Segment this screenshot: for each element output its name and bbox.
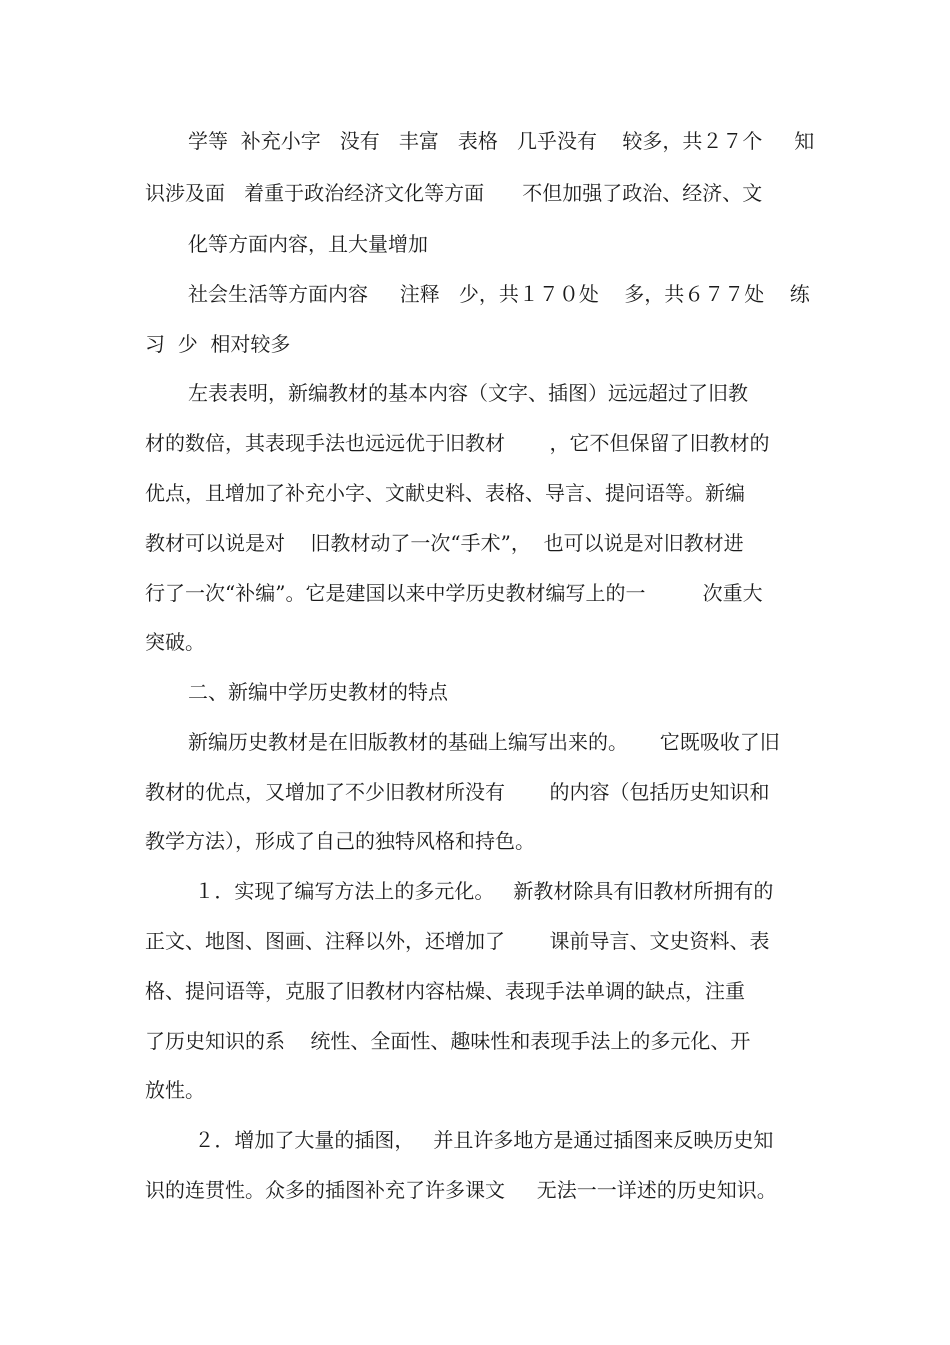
text-line: 化等方面内容，且大量增加: [188, 232, 428, 256]
text-line: 了历史知识的系 统性、全面性、趣味性和表现手法上的多元化、开: [145, 1029, 751, 1053]
text-line: 社会生活等方面内容 注释 少，共１７０处 多，共６７７处 练: [188, 282, 810, 306]
text-line: 教学方法），形成了自己的独特风格和持色。: [145, 829, 535, 853]
text-line: 放性。: [145, 1078, 205, 1102]
text-line: 材的数倍，其表现手法也远远优于旧教材 ，它不但保留了旧教材的: [145, 431, 770, 455]
section-heading: 二、新编中学历史教材的特点: [188, 680, 448, 704]
text-line: 习 少 相对较多: [145, 332, 291, 356]
text-line: ２．增加了大量的插图， 并且许多地方是通过插图来反映历史知: [188, 1128, 774, 1152]
text-line: 新编历史教材是在旧版教材的基础上编写出来的。 它既吸收了旧: [188, 730, 780, 754]
text-line: 教材可以说是对 旧教材动了一次“手术”， 也可以说是对旧教材进: [145, 531, 744, 555]
text-line: 行了一次“补编”。它是建国以来中学历史教材编写上的一 次重大: [145, 581, 763, 605]
text-line: 左表表明，新编教材的基本内容（文字、插图）远远超过了旧教: [188, 381, 748, 405]
text-line: 学等 补充小字 没有 丰富 表格 几乎没有 较多，共２７个 知: [188, 129, 815, 153]
text-line: 突破。: [145, 630, 205, 654]
text-line: １．实现了编写方法上的多元化。 新教材除具有旧教材所拥有的: [188, 879, 774, 903]
text-line: 识涉及面 着重于政治经济文化等方面 不但加强了政治、经济、文: [145, 181, 763, 205]
text-line: 教材的优点，又增加了不少旧教材所没有 的内容（包括历史知识和: [145, 780, 770, 804]
text-line: 识的连贯性。众多的插图补充了许多课文 无法一一详述的历史知识。: [145, 1178, 777, 1202]
text-line: 格、提问语等，克服了旧教材内容枯燥、表现手法单调的缺点，注重: [145, 979, 745, 1003]
text-line: 正文、地图、图画、注释以外，还增加了 课前导言、文史资料、表: [145, 929, 770, 953]
text-line: 优点，且增加了补充小字、文献史料、表格、导言、提问语等。新编: [145, 481, 745, 505]
